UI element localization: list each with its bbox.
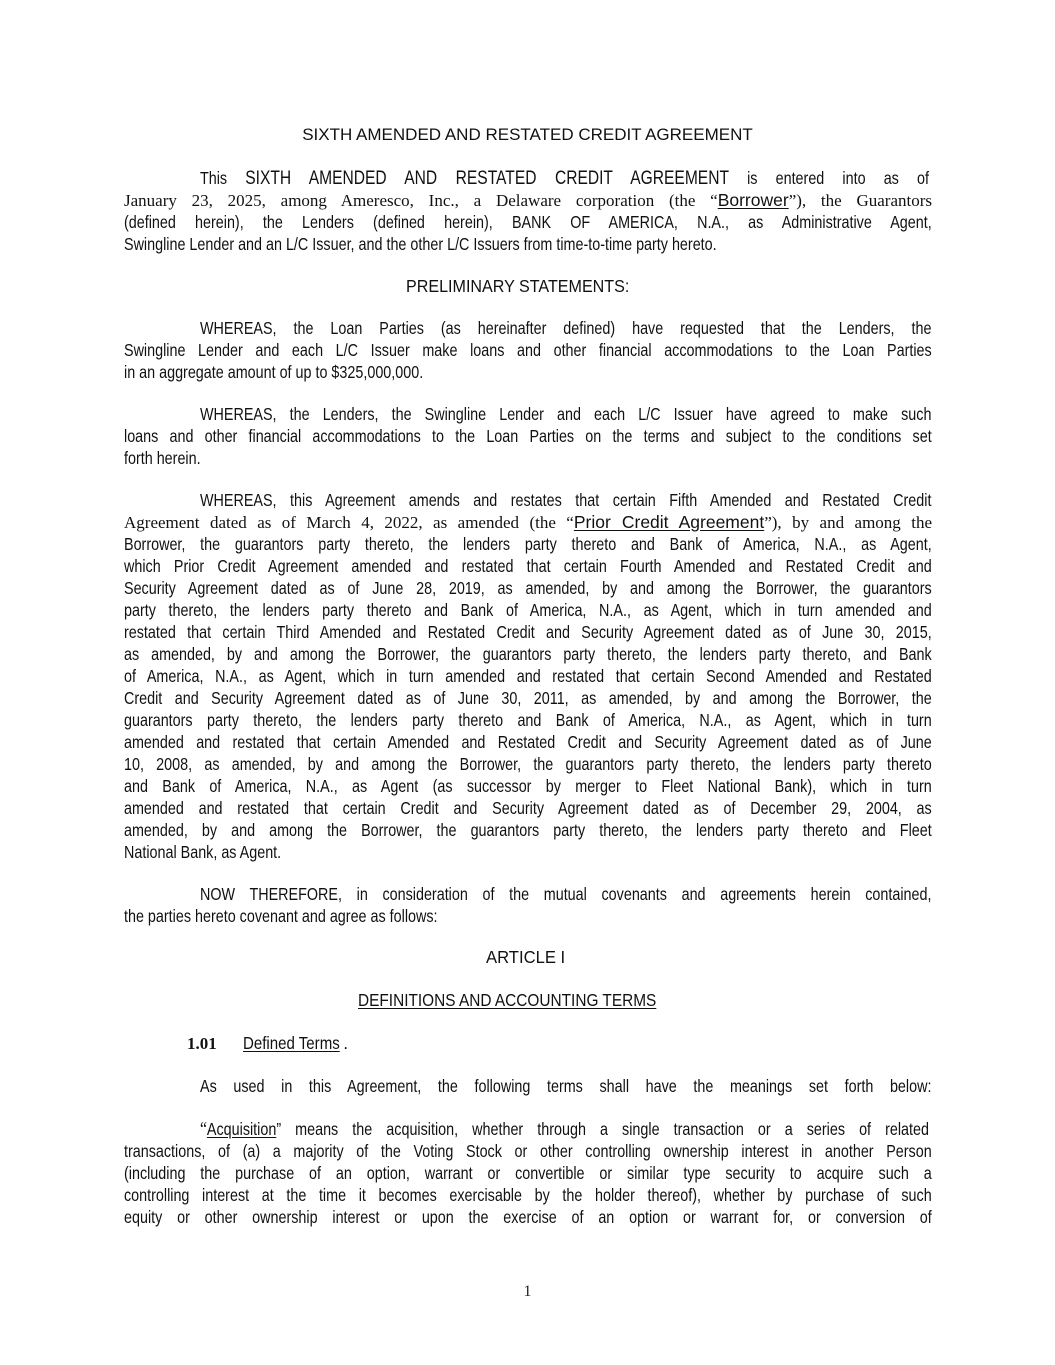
definition-text: ” means the acquisition, whether through a single transaction or a series of related xyxy=(276,1119,929,1139)
whereas-text: ”), by and among the xyxy=(764,513,932,532)
whereas-3-line-7: restated that certain Third Amended and Restated Credit and Security Agreement dated as of June 30, 2015, xyxy=(124,622,932,642)
whereas-3-line-14: and Bank of America, N.A., as Agent (as successor by merger to Fleet National Bank), which in turn xyxy=(124,776,932,796)
document-title xyxy=(0,124,1055,146)
whereas-3-line-16: amended, by and among the Borrower, the guarantors party thereto, the lenders party thereto and Fleet xyxy=(124,820,932,840)
intro-line-2 xyxy=(124,189,932,211)
whereas-3-line-9: of America, N.A., as Agent, which in turn amended and restated that certain Second Amended and Restated xyxy=(124,666,932,686)
preliminary-heading: PRELIMINARY STATEMENTS: xyxy=(406,276,630,296)
acquisition-line-1 xyxy=(124,1118,932,1140)
intro-text: is entered into as of xyxy=(728,168,929,188)
whereas-3-line-8: as amended, by and among the Borrower, the guarantors party thereto, the lenders party thereto, and Bank xyxy=(124,644,932,664)
whereas-3-line-1: WHEREAS, this Agreement amends and restates that certain Fifth Amended and Restated Credit xyxy=(200,490,932,510)
section-number: 1.01 xyxy=(187,1034,217,1053)
whereas-1-line-1: WHEREAS, the Loan Parties (as hereinafter defined) have requested that the Lenders, the xyxy=(200,318,932,338)
whereas-1-line-3: in an aggregate amount of up to $325,000,000. xyxy=(124,362,424,382)
intro-text: January 23, 2025, among Ameresco, Inc., a Delaware corporation (the “ xyxy=(124,191,718,210)
intro-line-4: Swingline Lender and an L/C Issuer, and the other L/C Issuers from time-to-time party hereto. xyxy=(124,234,717,254)
whereas-3-line-2 xyxy=(124,511,932,533)
intro-line-1 xyxy=(124,167,932,189)
page-number: 1 xyxy=(523,1283,532,1300)
whereas-3-line-5: Security Agreement dated as of June 28, 2019, as amended, by and among the Borrower, the guarantors xyxy=(124,578,932,598)
acquisition-line-4: controlling interest at the time it becomes exercisable by the holder thereof), whether by purchase of such xyxy=(124,1185,932,1205)
acquisition-line-2: transactions, of (a) a majority of the Voting Stock or other controlling ownership interest in another Person xyxy=(124,1141,932,1161)
whereas-3-line-15: amended and restated that certain Credit and Security Agreement dated as of December 29, 2004, as xyxy=(124,798,932,818)
whereas-3-line-13: 10, 2008, as amended, by and among the Borrower, the guarantors party thereto, the lenders party thereto xyxy=(124,754,932,774)
acquisition-line-5: equity or other ownership interest or upon the exercise of an option or warrant for, or conversion of xyxy=(124,1207,932,1227)
acquisition-line-3: (including the purchase of an option, warrant or convertible or similar type security to acquire such a xyxy=(124,1163,932,1183)
now-therefore-line-1: NOW THEREFORE, in consideration of the mutual covenants and agreements herein contained, xyxy=(200,884,932,904)
whereas-3-line-10: Credit and Security Agreement dated as of June 30, 2011, as amended, by and among the Borrower, the xyxy=(124,688,932,708)
whereas-3-line-4: which Prior Credit Agreement amended and restated that certain Fourth Amended and Restated Credit and xyxy=(124,556,932,576)
whereas-3-line-17: National Bank, as Agent. xyxy=(124,842,282,862)
whereas-2-line-1: WHEREAS, the Lenders, the Swingline Lender and each L/C Issuer have agreed to make such xyxy=(200,404,932,424)
article-title: DEFINITIONS AND ACCOUNTING TERMS xyxy=(357,990,657,1010)
now-therefore-line-2: the parties hereto covenant and agree as follows: xyxy=(124,906,438,926)
whereas-3-line-3: Borrower, the guarantors party thereto, the lenders party thereto and Bank of America, N.A., as Agent, xyxy=(124,534,932,554)
defined-term-borrower: Borrower xyxy=(717,190,789,210)
whereas-3-line-6: party thereto, the lenders party thereto and Bank of America, N.A., as Agent, which in turn amended and xyxy=(124,600,932,620)
section-title-period: . xyxy=(343,1033,349,1053)
whereas-3-line-11: guarantors party thereto, the lenders party thereto and Bank of America, N.A., as Agent, which in turn xyxy=(124,710,932,730)
section-title-wrap xyxy=(243,1032,356,1054)
whereas-1-line-2: Swingline Lender and each L/C Issuer make loans and other financial accommodations to the Loan Parties xyxy=(124,340,932,360)
defined-term-acquisition: Acquisition xyxy=(206,1119,277,1139)
whereas-2-line-3: forth herein. xyxy=(124,448,201,468)
agreement-name: SIXTH AMENDED AND RESTATED CREDIT AGREEMENT xyxy=(245,168,729,189)
intro-text: ”), the Guarantors xyxy=(788,191,932,210)
intro-line-3: (defined herein), the Lenders (defined herein), BANK OF AMERICA, N.A., as Administrative Agent, xyxy=(124,212,932,232)
whereas-3-line-12: amended and restated that certain Amended and Restated Credit and Security Agreement dated as of June xyxy=(124,732,932,752)
section-heading xyxy=(187,1032,587,1054)
as-used-line: As used in this Agreement, the following terms shall have the meanings set forth below: xyxy=(200,1076,932,1096)
section-title: Defined Terms xyxy=(242,1033,340,1053)
title-text: SIXTH AMENDED AND RESTATED CREDIT AGREEMENT xyxy=(302,125,753,144)
article-heading: ARTICLE I xyxy=(485,947,565,967)
whereas-text: Agreement dated as of March 4, 2022, as amended (the “ xyxy=(124,513,574,532)
defined-term-prior-credit-agreement: Prior Credit Agreement xyxy=(573,512,765,532)
whereas-2-line-2: loans and other financial accommodations to the Loan Parties on the terms and subject to the conditions set xyxy=(124,426,932,446)
intro-text: This xyxy=(200,168,246,188)
open-quote: “ xyxy=(200,1119,207,1140)
